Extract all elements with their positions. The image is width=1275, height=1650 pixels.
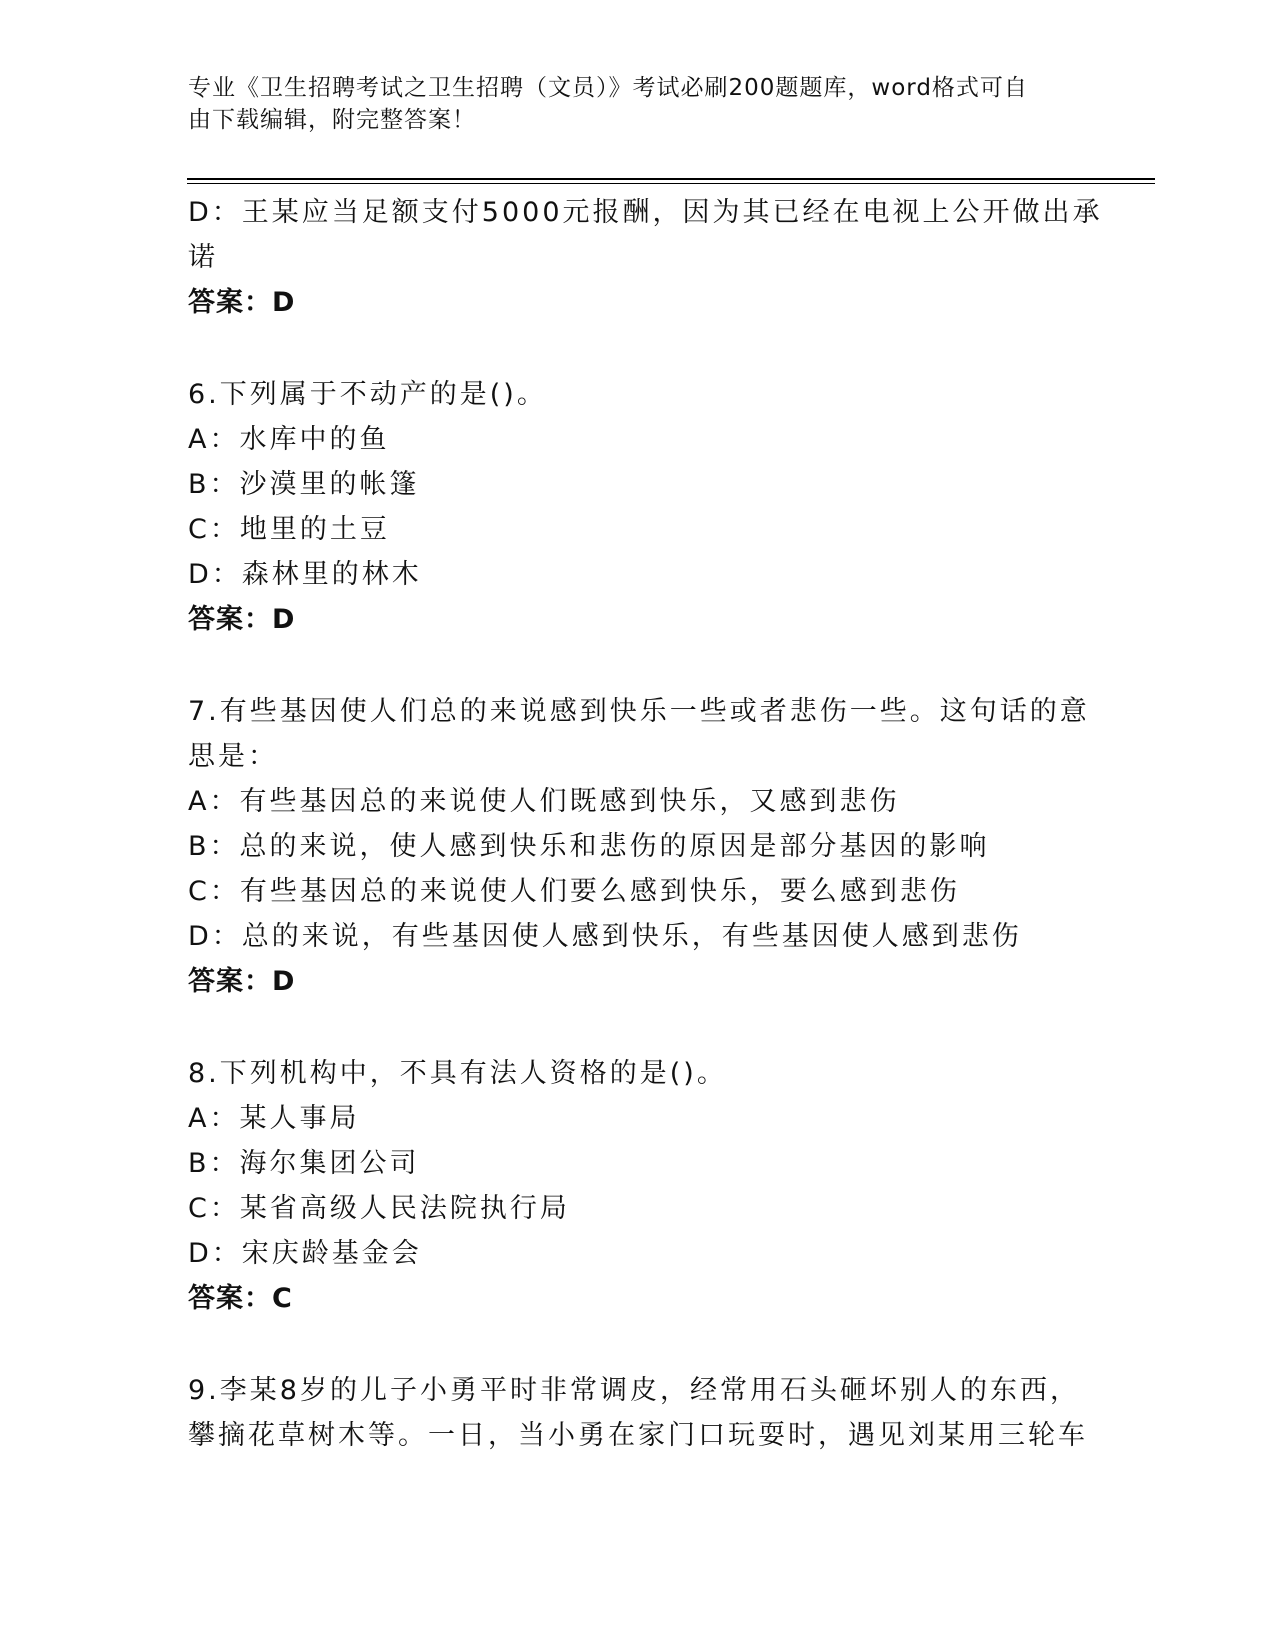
q7-option-b: B：总的来说，使人感到快乐和悲伤的原因是部分基因的影响 [188, 831, 990, 862]
q6-option-b: B：沙漠里的帐篷 [188, 469, 420, 500]
q6-answer: 答案：D [188, 604, 296, 635]
document-header [188, 72, 1068, 136]
q5-option-d-line-2: 诺 [188, 242, 218, 273]
q7-option-d: D：总的来说，有些基因使人感到快乐，有些基因使人感到悲伤 [188, 921, 1022, 952]
q6-option-d: D：森林里的林木 [188, 559, 422, 590]
q7-stem-line-2: 思是： [188, 741, 278, 772]
q7-stem-line-1: 7.有些基因使人们总的来说感到快乐一些或者悲伤一些。这句话的意 [188, 696, 1090, 727]
q9-stem-line-1: 9.李某8岁的儿子小勇平时非常调皮，经常用石头砸坏别人的东西， [188, 1375, 1080, 1406]
question-7 [188, 689, 1088, 1004]
q7-answer: 答案：D [188, 966, 296, 997]
q9-stem-line-2: 攀摘花草树木等。一日，当小勇在家门口玩耍时，遇见刘某用三轮车 [188, 1420, 1088, 1451]
q5-option-d-line-1: D：王某应当足额支付5000元报酬，因为其已经在电视上公开做出承 [188, 197, 1103, 228]
q6-option-a: A：水库中的鱼 [188, 424, 390, 455]
header-title-line-1: 专业《卫生招聘考试之卫生招聘（文员）》考试必刷200题题库，word格式可自 [188, 75, 1028, 101]
q5-answer: 答案：D [188, 287, 296, 318]
header-divider-thin [187, 183, 1155, 184]
q6-option-c: C：地里的土豆 [188, 514, 390, 545]
question-5 [188, 190, 1103, 325]
q8-option-c: C：某省高级人民法院执行局 [188, 1193, 570, 1224]
q7-option-c: C：有些基因总的来说使人们要么感到快乐，要么感到悲伤 [188, 876, 960, 907]
q8-option-a: A：某人事局 [188, 1103, 360, 1134]
question-6 [188, 372, 1088, 642]
document-body [188, 190, 1103, 1458]
question-9 [188, 1368, 1088, 1458]
question-8 [188, 1051, 1088, 1321]
header-title-line-2: 由下载编辑，附完整答案！ [188, 107, 476, 133]
q8-option-b: B：海尔集团公司 [188, 1148, 420, 1179]
q6-stem: 6.下列属于不动产的是()。 [188, 379, 547, 410]
header-divider-thick [187, 178, 1155, 180]
q7-option-a: A：有些基因总的来说使人们既感到快乐，又感到悲伤 [188, 786, 900, 817]
q8-stem: 8.下列机构中，不具有法人资格的是()。 [188, 1058, 727, 1089]
q8-answer: 答案：C [188, 1283, 293, 1314]
q8-option-d: D：宋庆龄基金会 [188, 1238, 422, 1269]
